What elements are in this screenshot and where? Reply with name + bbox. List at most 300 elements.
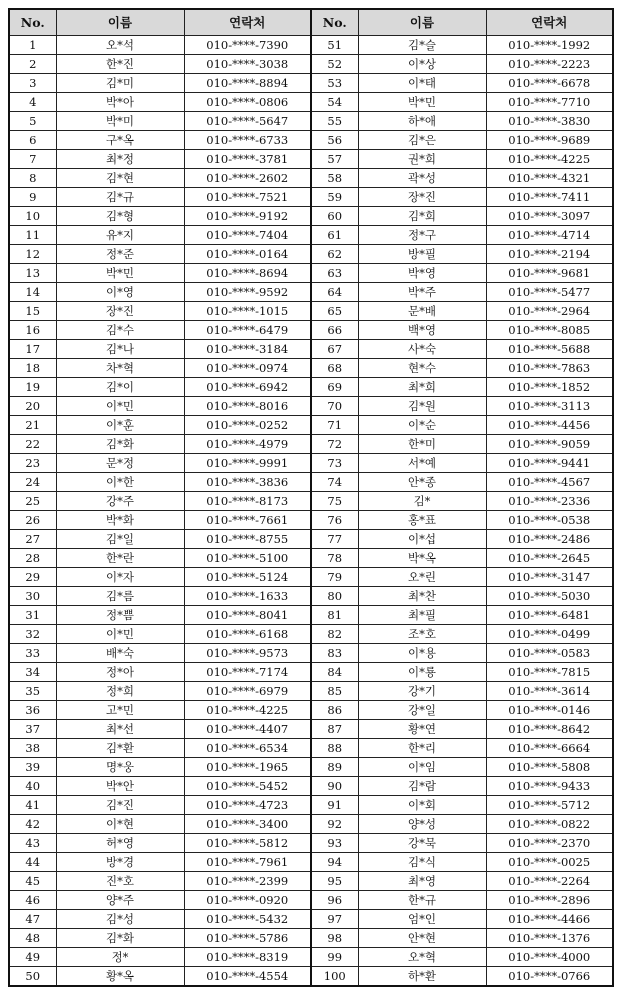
cell-name: 김*수 <box>56 321 184 340</box>
cell-phone: 010-****-7404 <box>184 226 311 245</box>
table-row <box>9 948 613 967</box>
cell-no: 94 <box>311 853 358 872</box>
cell-no: 89 <box>311 758 358 777</box>
cell-phone: 010-****-2896 <box>486 891 613 910</box>
cell-no: 79 <box>311 568 358 587</box>
cell-phone: 010-****-7174 <box>184 663 311 682</box>
cell-name: 하*환 <box>358 967 486 987</box>
cell-phone: 010-****-3836 <box>184 473 311 492</box>
cell-name: 김*성 <box>56 910 184 929</box>
table-row <box>9 340 613 359</box>
table-row <box>9 283 613 302</box>
cell-phone: 010-****-3184 <box>184 340 311 359</box>
cell-no: 36 <box>9 701 56 720</box>
cell-name: 박*주 <box>358 283 486 302</box>
cell-name: 문*정 <box>56 454 184 473</box>
table-row <box>9 568 613 587</box>
cell-phone: 010-****-6733 <box>184 131 311 150</box>
cell-phone: 010-****-6942 <box>184 378 311 397</box>
table-row <box>9 492 613 511</box>
cell-name: 구*옥 <box>56 131 184 150</box>
cell-phone: 010-****-6979 <box>184 682 311 701</box>
cell-name: 한*진 <box>56 55 184 74</box>
cell-phone: 010-****-5808 <box>486 758 613 777</box>
cell-no: 68 <box>311 359 358 378</box>
cell-no: 59 <box>311 188 358 207</box>
cell-name: 이*상 <box>358 55 486 74</box>
cell-no: 71 <box>311 416 358 435</box>
cell-no: 28 <box>9 549 56 568</box>
cell-no: 80 <box>311 587 358 606</box>
cell-phone: 010-****-4225 <box>184 701 311 720</box>
table-body <box>9 36 613 987</box>
cell-phone: 010-****-6479 <box>184 321 311 340</box>
cell-name: 한*란 <box>56 549 184 568</box>
cell-no: 32 <box>9 625 56 644</box>
cell-no: 11 <box>9 226 56 245</box>
cell-no: 26 <box>9 511 56 530</box>
cell-name: 김*진 <box>56 796 184 815</box>
cell-phone: 010-****-4714 <box>486 226 613 245</box>
cell-phone: 010-****-1965 <box>184 758 311 777</box>
cell-name: 최*희 <box>358 378 486 397</box>
cell-no: 7 <box>9 150 56 169</box>
cell-no: 19 <box>9 378 56 397</box>
cell-no: 53 <box>311 74 358 93</box>
cell-no: 96 <box>311 891 358 910</box>
cell-phone: 010-****-9573 <box>184 644 311 663</box>
cell-name: 이*영 <box>56 283 184 302</box>
cell-name: 김*미 <box>56 74 184 93</box>
table-row <box>9 815 613 834</box>
cell-phone: 010-****-4225 <box>486 150 613 169</box>
cell-name: 김*형 <box>56 207 184 226</box>
cell-phone: 010-****-8041 <box>184 606 311 625</box>
cell-name: 박*안 <box>56 777 184 796</box>
cell-phone: 010-****-5477 <box>486 283 613 302</box>
cell-no: 25 <box>9 492 56 511</box>
cell-name: 정*쁨 <box>56 606 184 625</box>
cell-no: 48 <box>9 929 56 948</box>
cell-no: 81 <box>311 606 358 625</box>
table-row <box>9 606 613 625</box>
cell-no: 100 <box>311 967 358 987</box>
cell-phone: 010-****-7815 <box>486 663 613 682</box>
cell-name: 한*리 <box>358 739 486 758</box>
cell-no: 5 <box>9 112 56 131</box>
cell-phone: 010-****-7390 <box>184 36 311 55</box>
cell-name: 한*미 <box>358 435 486 454</box>
cell-name: 안*종 <box>358 473 486 492</box>
cell-no: 85 <box>311 682 358 701</box>
cell-phone: 010-****-2645 <box>486 549 613 568</box>
cell-name: 김*원 <box>358 397 486 416</box>
table-row <box>9 74 613 93</box>
cell-name: 엄*인 <box>358 910 486 929</box>
cell-name: 김*화 <box>56 929 184 948</box>
cell-no: 27 <box>9 530 56 549</box>
header-name: 이름 <box>358 9 486 36</box>
cell-phone: 010-****-1992 <box>486 36 613 55</box>
cell-name: 양*성 <box>358 815 486 834</box>
cell-no: 10 <box>9 207 56 226</box>
cell-name: 황*옥 <box>56 967 184 987</box>
cell-phone: 010-****-6678 <box>486 74 613 93</box>
cell-no: 46 <box>9 891 56 910</box>
table-row <box>9 644 613 663</box>
cell-phone: 010-****-3614 <box>486 682 613 701</box>
cell-phone: 010-****-0538 <box>486 511 613 530</box>
cell-no: 14 <box>9 283 56 302</box>
cell-no: 60 <box>311 207 358 226</box>
cell-name: 이*회 <box>358 796 486 815</box>
cell-no: 3 <box>9 74 56 93</box>
cell-phone: 010-****-0252 <box>184 416 311 435</box>
cell-name: 오*린 <box>358 568 486 587</box>
cell-no: 6 <box>9 131 56 150</box>
cell-no: 74 <box>311 473 358 492</box>
cell-name: 이*민 <box>56 625 184 644</box>
table-row <box>9 55 613 74</box>
cell-name: 이*현 <box>56 815 184 834</box>
cell-no: 72 <box>311 435 358 454</box>
cell-name: 박*미 <box>56 112 184 131</box>
cell-no: 98 <box>311 929 358 948</box>
cell-phone: 010-****-9059 <box>486 435 613 454</box>
cell-phone: 010-****-5712 <box>486 796 613 815</box>
cell-name: 방*경 <box>56 853 184 872</box>
table-row <box>9 473 613 492</box>
cell-name: 명*웅 <box>56 758 184 777</box>
cell-name: 고*민 <box>56 701 184 720</box>
cell-name: 박*민 <box>56 264 184 283</box>
table-row <box>9 245 613 264</box>
table-row <box>9 264 613 283</box>
table-row <box>9 226 613 245</box>
cell-phone: 010-****-2194 <box>486 245 613 264</box>
cell-phone: 010-****-4456 <box>486 416 613 435</box>
cell-no: 20 <box>9 397 56 416</box>
cell-no: 38 <box>9 739 56 758</box>
table-row <box>9 587 613 606</box>
cell-phone: 010-****-8755 <box>184 530 311 549</box>
cell-name: 조*호 <box>358 625 486 644</box>
cell-phone: 010-****-8016 <box>184 397 311 416</box>
cell-phone: 010-****-7661 <box>184 511 311 530</box>
cell-no: 73 <box>311 454 358 473</box>
cell-phone: 010-****-0583 <box>486 644 613 663</box>
cell-phone: 010-****-4979 <box>184 435 311 454</box>
cell-no: 55 <box>311 112 358 131</box>
cell-no: 77 <box>311 530 358 549</box>
cell-no: 30 <box>9 587 56 606</box>
cell-phone: 010-****-9681 <box>486 264 613 283</box>
table-row <box>9 188 613 207</box>
cell-no: 64 <box>311 283 358 302</box>
cell-name: 장*진 <box>358 188 486 207</box>
cell-no: 70 <box>311 397 358 416</box>
cell-phone: 010-****-2223 <box>486 55 613 74</box>
cell-phone: 010-****-1633 <box>184 587 311 606</box>
cell-name: 한*규 <box>358 891 486 910</box>
cell-no: 84 <box>311 663 358 682</box>
cell-name: 김*화 <box>56 435 184 454</box>
cell-phone: 010-****-2486 <box>486 530 613 549</box>
cell-no: 97 <box>311 910 358 929</box>
cell-name: 최*선 <box>56 720 184 739</box>
cell-name: 백*영 <box>358 321 486 340</box>
cell-no: 78 <box>311 549 358 568</box>
cell-name: 곽*성 <box>358 169 486 188</box>
cell-no: 24 <box>9 473 56 492</box>
cell-name: 정* <box>56 948 184 967</box>
cell-no: 44 <box>9 853 56 872</box>
cell-phone: 010-****-8894 <box>184 74 311 93</box>
cell-no: 62 <box>311 245 358 264</box>
table-row <box>9 511 613 530</box>
cell-name: 권*희 <box>358 150 486 169</box>
cell-name: 배*숙 <box>56 644 184 663</box>
cell-phone: 010-****-0822 <box>486 815 613 834</box>
cell-phone: 010-****-3038 <box>184 55 311 74</box>
cell-phone: 010-****-3400 <box>184 815 311 834</box>
cell-phone: 010-****-9689 <box>486 131 613 150</box>
cell-name: 이*민 <box>56 397 184 416</box>
cell-phone: 010-****-4000 <box>486 948 613 967</box>
cell-phone: 010-****-5786 <box>184 929 311 948</box>
cell-no: 49 <box>9 948 56 967</box>
table-row <box>9 682 613 701</box>
cell-name: 박*화 <box>56 511 184 530</box>
cell-no: 41 <box>9 796 56 815</box>
cell-name: 정*희 <box>56 682 184 701</box>
cell-phone: 010-****-0025 <box>486 853 613 872</box>
cell-name: 김*슬 <box>358 36 486 55</box>
cell-no: 51 <box>311 36 358 55</box>
cell-no: 39 <box>9 758 56 777</box>
cell-name: 김*규 <box>56 188 184 207</box>
cell-no: 12 <box>9 245 56 264</box>
cell-no: 61 <box>311 226 358 245</box>
cell-no: 50 <box>9 967 56 987</box>
cell-phone: 010-****-2264 <box>486 872 613 891</box>
header-no: No. <box>311 9 358 36</box>
cell-no: 13 <box>9 264 56 283</box>
cell-no: 4 <box>9 93 56 112</box>
cell-name: 김*식 <box>358 853 486 872</box>
cell-name: 강*주 <box>56 492 184 511</box>
cell-phone: 010-****-9433 <box>486 777 613 796</box>
cell-name: 정*아 <box>56 663 184 682</box>
cell-no: 34 <box>9 663 56 682</box>
cell-phone: 010-****-9991 <box>184 454 311 473</box>
cell-phone: 010-****-2370 <box>486 834 613 853</box>
cell-name: 박*옥 <box>358 549 486 568</box>
cell-name: 이*순 <box>358 416 486 435</box>
table-row <box>9 967 613 987</box>
cell-name: 강*기 <box>358 682 486 701</box>
table-row <box>9 36 613 55</box>
cell-name: 박*민 <box>358 93 486 112</box>
cell-phone: 010-****-7411 <box>486 188 613 207</box>
cell-phone: 010-****-3147 <box>486 568 613 587</box>
cell-no: 66 <box>311 321 358 340</box>
cell-phone: 010-****-0499 <box>486 625 613 644</box>
cell-name: 이*용 <box>358 644 486 663</box>
cell-no: 76 <box>311 511 358 530</box>
table-row <box>9 891 613 910</box>
cell-name: 이*태 <box>358 74 486 93</box>
table-row <box>9 397 613 416</box>
cell-no: 16 <box>9 321 56 340</box>
table-row <box>9 416 613 435</box>
cell-no: 47 <box>9 910 56 929</box>
cell-phone: 010-****-1015 <box>184 302 311 321</box>
header-phone: 연락처 <box>486 9 613 36</box>
cell-phone: 010-****-3113 <box>486 397 613 416</box>
cell-no: 52 <box>311 55 358 74</box>
cell-phone: 010-****-1852 <box>486 378 613 397</box>
cell-name: 안*현 <box>358 929 486 948</box>
cell-phone: 010-****-5688 <box>486 340 613 359</box>
table-row <box>9 112 613 131</box>
cell-name: 진*호 <box>56 872 184 891</box>
cell-name: 최*영 <box>358 872 486 891</box>
cell-no: 31 <box>9 606 56 625</box>
table-row <box>9 739 613 758</box>
header-name: 이름 <box>56 9 184 36</box>
table-row <box>9 663 613 682</box>
cell-name: 최*필 <box>358 606 486 625</box>
cell-name: 강*묵 <box>358 834 486 853</box>
header-phone: 연락처 <box>184 9 311 36</box>
cell-phone: 010-****-4554 <box>184 967 311 987</box>
cell-no: 87 <box>311 720 358 739</box>
table-row <box>9 207 613 226</box>
cell-name: 현*수 <box>358 359 486 378</box>
cell-no: 45 <box>9 872 56 891</box>
cell-phone: 010-****-6481 <box>486 606 613 625</box>
cell-name: 사*숙 <box>358 340 486 359</box>
cell-name: 김*나 <box>56 340 184 359</box>
cell-no: 9 <box>9 188 56 207</box>
cell-phone: 010-****-2964 <box>486 302 613 321</box>
cell-no: 90 <box>311 777 358 796</box>
table-row <box>9 853 613 872</box>
cell-no: 86 <box>311 701 358 720</box>
cell-name: 김*이 <box>56 378 184 397</box>
table-row <box>9 625 613 644</box>
cell-phone: 010-****-0806 <box>184 93 311 112</box>
cell-phone: 010-****-0146 <box>486 701 613 720</box>
cell-name: 하*애 <box>358 112 486 131</box>
cell-phone: 010-****-7863 <box>486 359 613 378</box>
table-row <box>9 929 613 948</box>
table-row <box>9 150 613 169</box>
table-row <box>9 321 613 340</box>
cell-no: 29 <box>9 568 56 587</box>
cell-phone: 010-****-5030 <box>486 587 613 606</box>
cell-no: 17 <box>9 340 56 359</box>
cell-phone: 010-****-3781 <box>184 150 311 169</box>
cell-name: 김* <box>358 492 486 511</box>
cell-name: 오*석 <box>56 36 184 55</box>
cell-phone: 010-****-7710 <box>486 93 613 112</box>
cell-name: 이*섭 <box>358 530 486 549</box>
cell-phone: 010-****-3830 <box>486 112 613 131</box>
cell-phone: 010-****-0920 <box>184 891 311 910</box>
table-row <box>9 131 613 150</box>
cell-no: 93 <box>311 834 358 853</box>
cell-name: 박*영 <box>358 264 486 283</box>
cell-name: 김*현 <box>56 169 184 188</box>
table-row <box>9 834 613 853</box>
cell-no: 91 <box>311 796 358 815</box>
cell-name: 장*진 <box>56 302 184 321</box>
cell-no: 95 <box>311 872 358 891</box>
cell-phone: 010-****-6534 <box>184 739 311 758</box>
cell-name: 김*환 <box>56 739 184 758</box>
cell-phone: 010-****-4407 <box>184 720 311 739</box>
table-row <box>9 454 613 473</box>
table-row <box>9 549 613 568</box>
cell-no: 83 <box>311 644 358 663</box>
cell-name: 이*룡 <box>358 663 486 682</box>
cell-name: 박*아 <box>56 93 184 112</box>
cell-phone: 010-****-8085 <box>486 321 613 340</box>
cell-name: 김*희 <box>358 207 486 226</box>
table-row <box>9 378 613 397</box>
cell-phone: 010-****-7961 <box>184 853 311 872</box>
cell-no: 18 <box>9 359 56 378</box>
cell-phone: 010-****-9192 <box>184 207 311 226</box>
cell-no: 88 <box>311 739 358 758</box>
cell-name: 유*지 <box>56 226 184 245</box>
cell-no: 58 <box>311 169 358 188</box>
cell-no: 69 <box>311 378 358 397</box>
cell-name: 오*혁 <box>358 948 486 967</box>
table-row <box>9 796 613 815</box>
cell-phone: 010-****-9441 <box>486 454 613 473</box>
cell-no: 67 <box>311 340 358 359</box>
cell-phone: 010-****-3097 <box>486 207 613 226</box>
cell-no: 23 <box>9 454 56 473</box>
cell-no: 35 <box>9 682 56 701</box>
cell-phone: 010-****-6664 <box>486 739 613 758</box>
cell-phone: 010-****-4567 <box>486 473 613 492</box>
cell-no: 15 <box>9 302 56 321</box>
cell-name: 김*름 <box>56 587 184 606</box>
cell-phone: 010-****-5812 <box>184 834 311 853</box>
table-row <box>9 359 613 378</box>
cell-no: 99 <box>311 948 358 967</box>
cell-phone: 010-****-0974 <box>184 359 311 378</box>
cell-phone: 010-****-2399 <box>184 872 311 891</box>
cell-name: 서*예 <box>358 454 486 473</box>
cell-name: 홍*표 <box>358 511 486 530</box>
cell-no: 1 <box>9 36 56 55</box>
header-no: No. <box>9 9 56 36</box>
cell-phone: 010-****-6168 <box>184 625 311 644</box>
table-row <box>9 93 613 112</box>
table-row <box>9 720 613 739</box>
header-row <box>9 9 613 36</box>
cell-no: 75 <box>311 492 358 511</box>
cell-name: 허*영 <box>56 834 184 853</box>
cell-phone: 010-****-4723 <box>184 796 311 815</box>
cell-phone: 010-****-5100 <box>184 549 311 568</box>
cell-no: 40 <box>9 777 56 796</box>
